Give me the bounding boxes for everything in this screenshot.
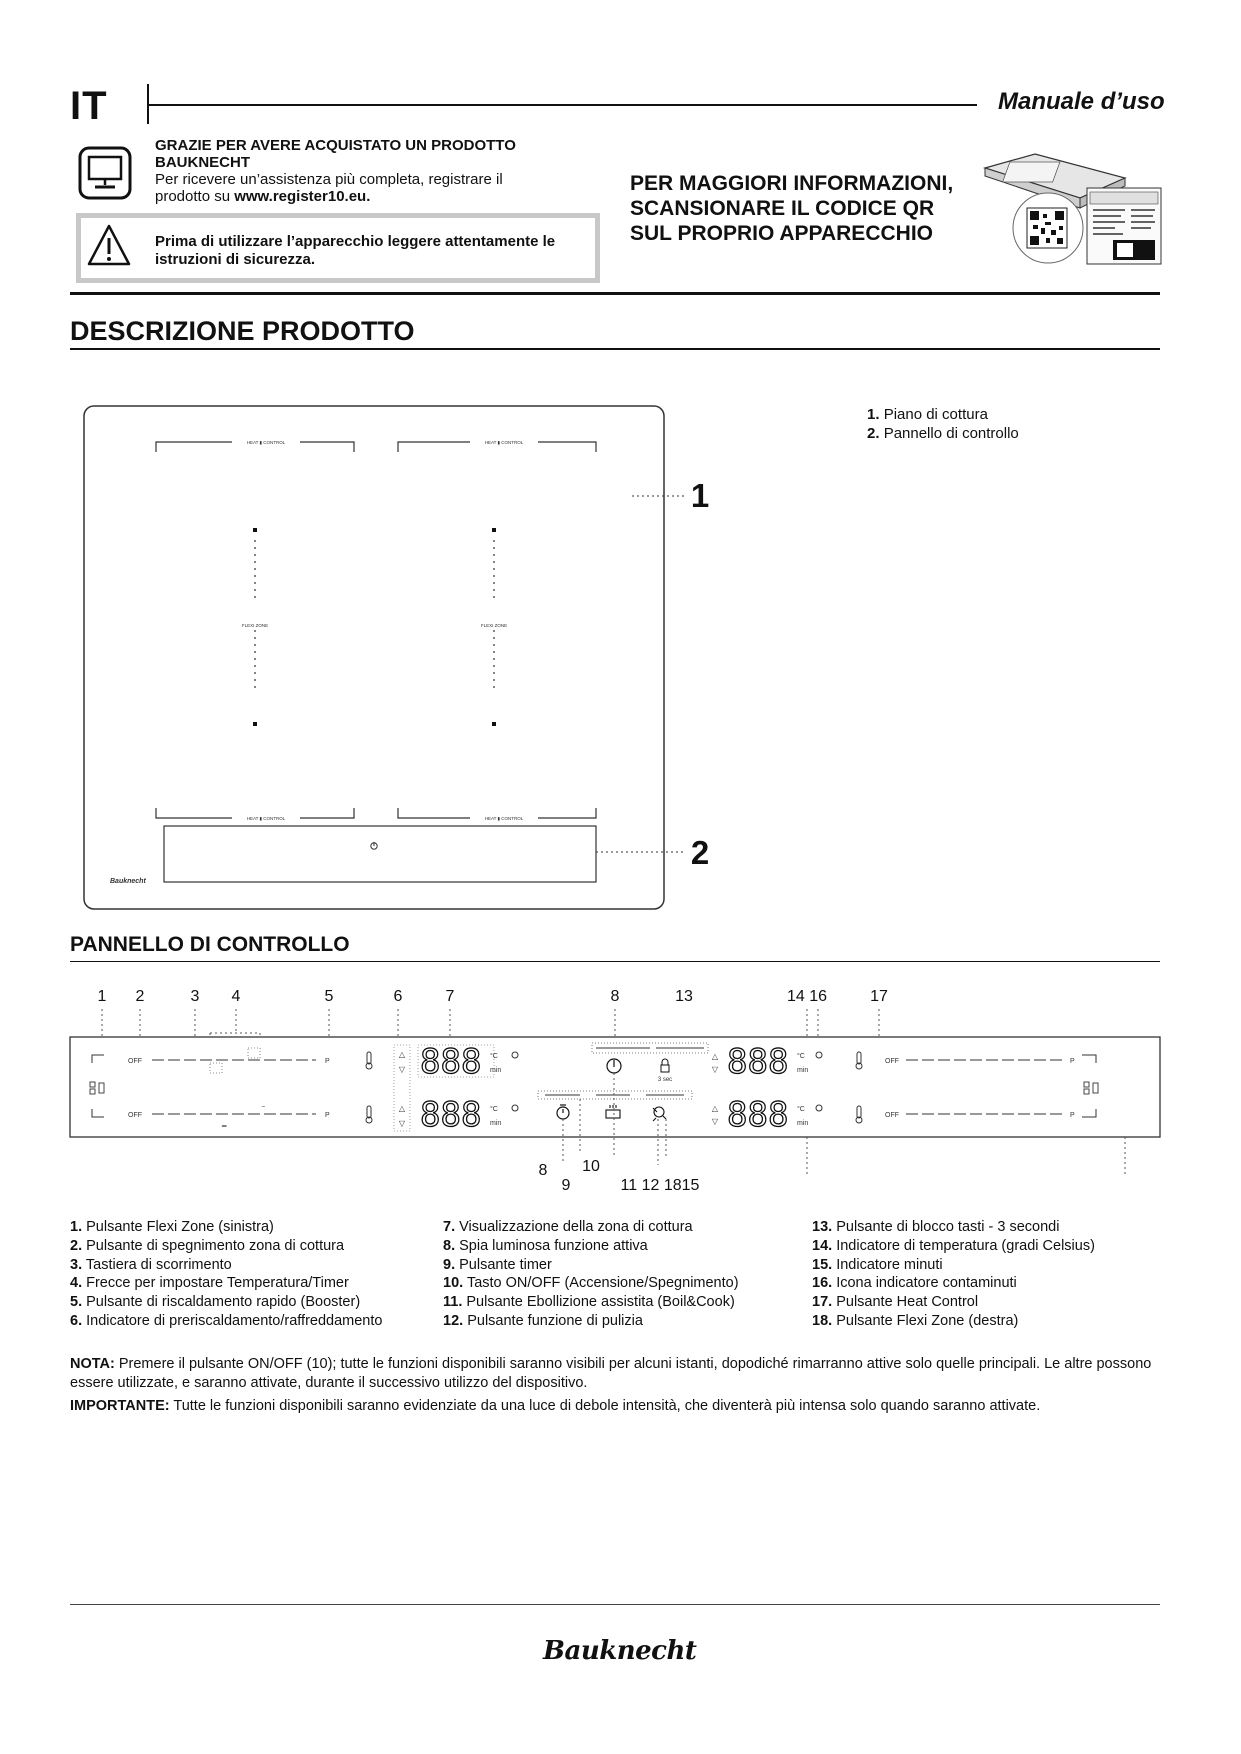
heat-control-label-2: HEAT ▮ CONTROL [484,440,524,445]
language-code: IT [70,84,108,128]
hob-brand: Bauknecht [110,878,146,885]
panel-callout-6: 6 [393,988,403,1005]
svg-text:min: min [797,1067,809,1074]
description-item: 8. Spia luminosa funzione attiva [443,1237,648,1254]
svg-text:▽: ▽ [398,1065,406,1074]
legend-item: 1. Piano di cottura [867,406,988,423]
hob-callout-1: 1 [690,477,710,514]
display-right-top: 888 [727,1042,789,1082]
description-item: 2. Pulsante di spegnimento zona di cottura [70,1237,345,1254]
svg-text:P: P [325,1058,330,1065]
description-item: 10. Tasto ON/OFF (Accensione/Spegnimento) [443,1275,739,1292]
footer-rule [70,1604,1160,1605]
svg-text:△: △ [398,1050,406,1059]
control-panel-diagram [60,985,1170,1195]
panel-callout-8b: 8 [538,1162,548,1179]
description-item: 15. Indicatore minuti [812,1256,943,1273]
heat-control-label-4: HEAT ▮ CONTROL [484,816,524,821]
svg-text:°C: °C [797,1053,805,1060]
panel-callout-13: 13 [675,988,693,1005]
svg-text:°C: °C [490,1053,498,1060]
panel-callout-7: 7 [445,988,455,1005]
description-column-1 [70,1218,430,1331]
registration-title-1: GRAZIE PER AVERE ACQUISTATO UN PRODOTTO [155,137,516,154]
heat-control-label-3: HEAT ▮ CONTROL [246,816,286,821]
panel-callout-1: 1 [97,988,107,1005]
panel-callout-10: 10 [582,1158,600,1175]
svg-text:OFF: OFF [128,1058,142,1065]
svg-text:‾: ‾ [262,1106,265,1115]
registration-url[interactable]: www.register10.eu. [234,188,371,205]
section-title-underline [70,348,1160,350]
hob-outline [84,406,664,909]
qr-info-text: PER MAGGIORI INFORMAZIONI, SCANSIONARE IL CODICE QR SUL PROPRIO APPARECCHIO [630,172,954,245]
panel-outline [70,1037,1160,1137]
description-item: 5. Pulsante di riscaldamento rapido (Booster) [70,1294,361,1311]
description-item: 1. Pulsante Flexi Zone (sinistra) [70,1219,274,1235]
registration-text-1: Per ricevere un’assistenza più completa, registrare il [155,171,503,188]
panel-callout-5: 5 [324,988,334,1005]
important-paragraph: IMPORTANTE: Tutte le funzioni disponibili saranno evidenziate da una luce di debole intensità, che diventerà più intensa solo quando saranno attivate. [70,1398,1041,1414]
svg-text:3 sec: 3 sec [657,1077,673,1083]
qr-appliance-illustration [975,148,1165,268]
monitor-icon [78,146,132,200]
panel-callout-11-18: 11 12 1815 [620,1177,700,1194]
svg-text:‗: ‗ [222,1118,227,1127]
description-item: 12. Pulsante funzione di pulizia [443,1312,643,1329]
safety-warning-text: Prima di utilizzare l’apparecchio leggere attentamente le istruzioni di sicurezza. [155,233,556,268]
svg-text:P: P [1070,1112,1075,1119]
svg-text:▽: ▽ [398,1119,406,1128]
description-item: 3. Tastiera di scorrimento [70,1256,232,1273]
description-item: 4. Frecce per impostare Temperatura/Timer [70,1275,349,1292]
control-panel-title: PANNELLO DI CONTROLLO [70,933,350,956]
description-column-2 [443,1218,803,1331]
control-panel-title-underline [70,961,1160,962]
svg-text:°C: °C [797,1106,805,1113]
description-item: 14. Indicatore di temperatura (gradi Celsius) [812,1237,1095,1254]
svg-text:min: min [490,1067,502,1074]
panel-callout-14-16: 14 16 [786,988,828,1005]
description-item: 18. Pulsante Flexi Zone (destra) [812,1312,1019,1329]
description-item: 9. Pulsante timer [443,1256,552,1273]
hob-legend [867,405,1019,443]
registration-text-2: prodotto su www.register10.eu. [155,188,371,205]
flexi-zone-label-right: FLEXI ZONE [480,623,508,628]
registration-block [155,137,575,205]
panel-callout-4: 4 [231,988,241,1005]
header-divider-horizontal [149,104,977,106]
panel-callout-9: 9 [561,1177,571,1194]
svg-text:P: P [1070,1058,1075,1065]
display-left-bottom: 888 [420,1095,482,1135]
svg-text:▽: ▽ [711,1065,719,1074]
svg-text:°C: °C [490,1106,498,1113]
svg-text:OFF: OFF [128,1112,142,1119]
display-left-top: 888 [420,1042,482,1082]
product-description-title: DESCRIZIONE PRODOTTO [70,316,415,346]
description-item: 6. Indicatore di preriscaldamento/raffreddamento [70,1312,383,1329]
hob-callout-2: 2 [690,834,710,871]
doc-title: Manuale d’uso [998,88,1165,115]
registration-title-2: BAUKNECHT [155,154,250,171]
description-item: 11. Pulsante Ebollizione assistita (Boil&Cook) [443,1294,735,1311]
svg-text:△: △ [398,1104,406,1113]
description-item: 13. Pulsante di blocco tasti - 3 secondi [812,1219,1060,1235]
description-column-3 [812,1218,1172,1331]
panel-callout-2: 2 [135,988,145,1005]
description-item: 16. Icona indicatore contaminuti [812,1275,1017,1292]
flexi-zone-label-left: FLEXI ZONE [241,623,269,628]
panel-callout-3: 3 [190,988,200,1005]
hob-diagram [70,400,750,920]
brand-logo: Bauknecht [543,1636,697,1666]
legend-item: 2. Pannello di controllo [867,425,1019,442]
svg-text:OFF: OFF [885,1112,899,1119]
description-item: 7. Visualizzazione della zona di cottura [443,1219,693,1235]
heat-control-label-1: HEAT ▮ CONTROL [246,440,286,445]
panel-callout-8: 8 [610,988,620,1005]
display-right-bottom: 888 [727,1095,789,1135]
svg-text:P: P [325,1112,330,1119]
svg-text:OFF: OFF [885,1058,899,1065]
svg-text:△: △ [711,1104,719,1113]
warning-triangle-icon [86,222,132,268]
svg-text:min: min [797,1120,809,1127]
svg-text:△: △ [711,1052,719,1061]
note-paragraph: NOTA: Premere il pulsante ON/OFF (10); tutte le funzioni disponibili saranno visibili per alcuni istanti, dopodiché rimarranno attive solo quelle principali. Le altre possono essere utilizzate, e saranno attivate, durante il successivo utilizzo del dispositivo. [70,1356,1152,1391]
svg-text:min: min [490,1120,502,1127]
section-rule [70,292,1160,295]
description-item: 17. Pulsante Heat Control [812,1294,979,1311]
panel-callout-17: 17 [870,988,888,1005]
svg-text:▽: ▽ [711,1117,719,1126]
